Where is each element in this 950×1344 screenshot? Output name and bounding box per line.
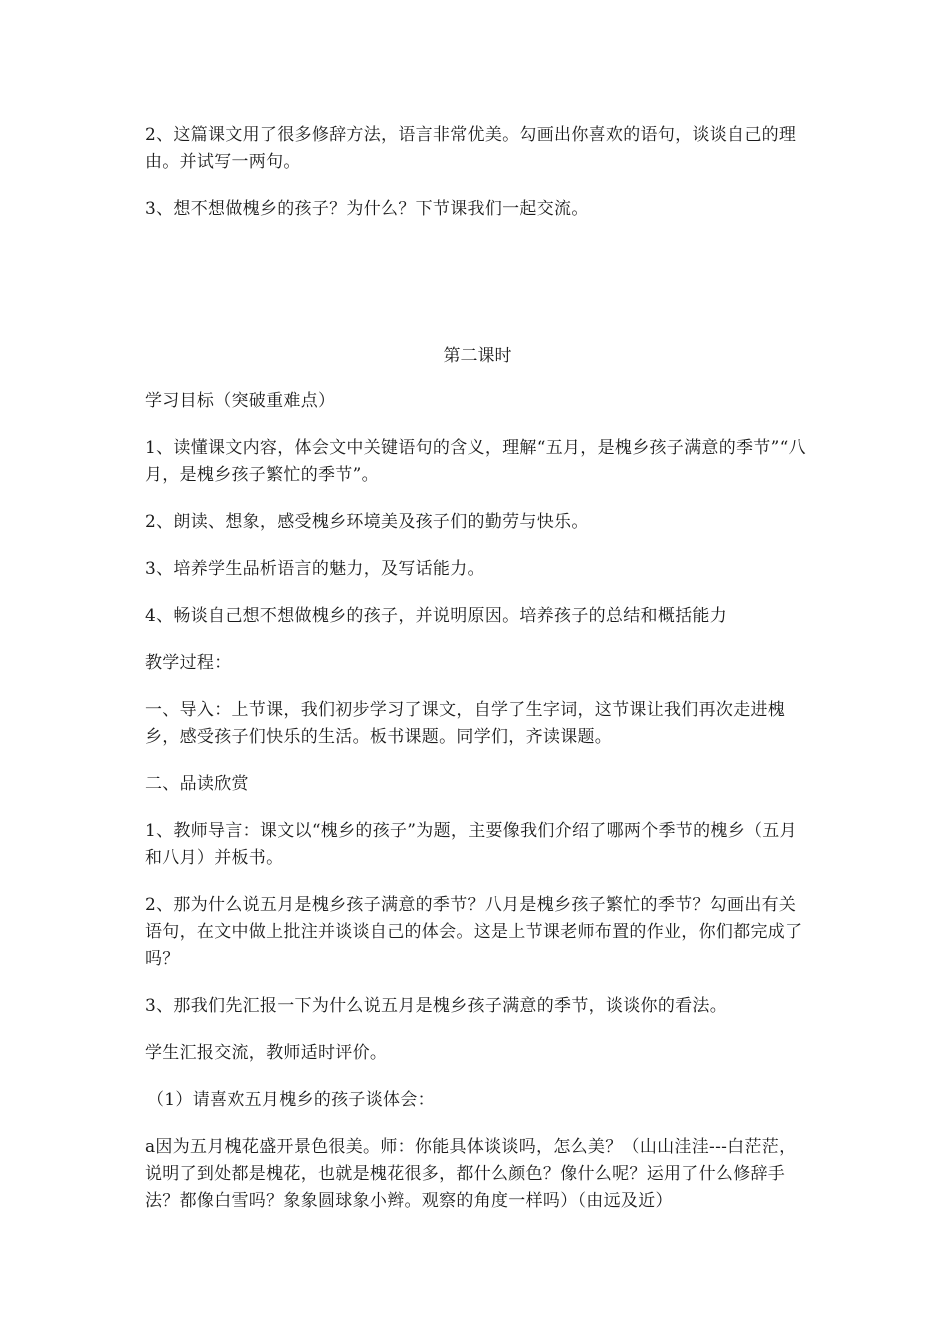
process-student-report: 学生汇报交流，教师适时评价。 xyxy=(145,1043,388,1063)
homework-item-3: 3、想不想做槐乡的孩子？为什么？下节课我们一起交流。 xyxy=(145,199,589,219)
objectives-heading: 学习目标（突破重难点） xyxy=(145,391,336,411)
process-sub-1: （1）请喜欢五月槐乡的孩子谈体会： xyxy=(147,1090,435,1110)
process-section-2: 二、品读欣赏 xyxy=(145,774,249,794)
objective-item-1: 1、读懂课文内容，体会文中关键语句的含义，理解“五月，是槐乡孩子满意的季节”“八月，是槐乡孩子繁忙的季节”。 xyxy=(145,438,806,485)
process-intro: 一、导入：上节课，我们初步学习了课文，自学了生字词，这节课让我们再次走进槐乡，感受孩子们快乐的生活。板书课题。同学们，齐读课题。 xyxy=(145,700,786,747)
process-step-1: 1、教师导言：课文以“槐乡的孩子”为题，主要像我们介绍了哪两个季节的槐乡（五月和八月）并板书。 xyxy=(145,821,797,868)
homework-item-2: 2、这篇课文用了很多修辞方法，语言非常优美。勾画出你喜欢的语句，谈谈自己的理由。并试写一两句。 xyxy=(145,125,797,172)
objective-item-3: 3、培养学生品析语言的魅力，及写话能力。 xyxy=(145,559,485,579)
process-step-3: 3、那我们先汇报一下为什么说五月是槐乡孩子满意的季节，谈谈你的看法。 xyxy=(145,996,728,1016)
objective-item-2: 2、朗读、想象，感受槐乡环境美及孩子们的勤劳与快乐。 xyxy=(145,512,589,532)
process-heading: 教学过程： xyxy=(145,653,232,673)
objective-item-4: 4、畅谈自己想不想做槐乡的孩子，并说明原因。培养孩子的总结和概括能力 xyxy=(145,606,728,626)
section-gap xyxy=(145,243,810,343)
lesson-title: 第二课时 xyxy=(443,346,512,366)
document-page xyxy=(145,122,810,1235)
process-step-2: 2、那为什么说五月是槐乡孩子满意的季节？八月是槐乡孩子繁忙的季节？勾画出有关语句，在文中做上批注并谈谈自己的体会。这是上节课老师布置的作业，你们都完成了吗？ xyxy=(145,895,803,969)
process-sub-a: a因为五月槐花盛开景色很美。师：你能具体谈谈吗，怎么美？（山山洼洼---白茫茫，说明了到处都是槐花，也就是槐花很多，都什么颜色？像什么呢？运用了什么修辞手法？都像白雪吗？象象圆球象小辫。观察的角度一样吗）（由远及近） xyxy=(145,1137,797,1211)
